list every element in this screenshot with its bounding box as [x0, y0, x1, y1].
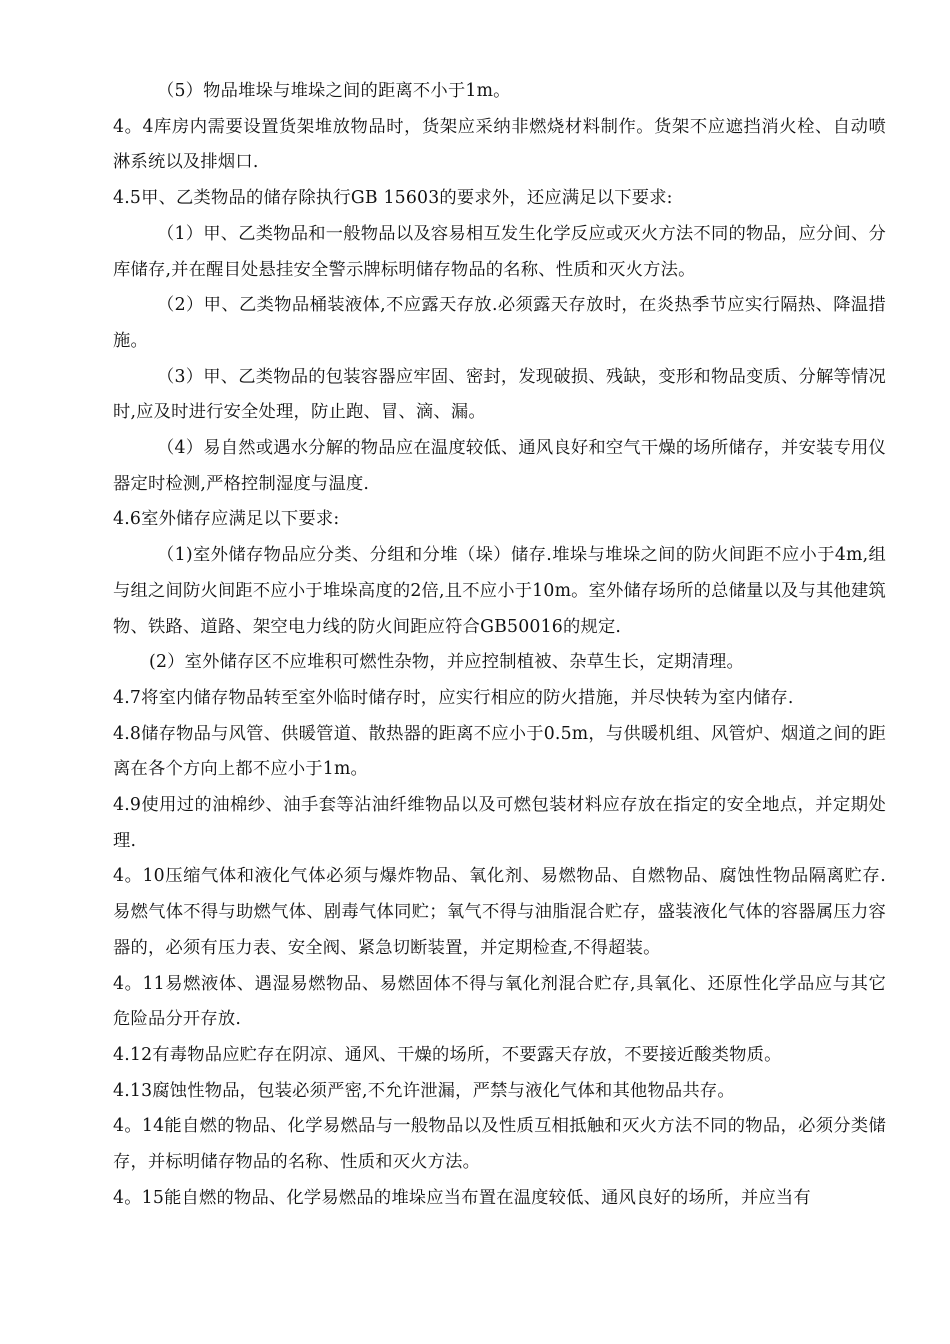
paragraph-4-9: 4.9使用过的油棉纱、油手套等沾油纤维物品以及可燃包装材料应存放在指定的安全地点，并定期处理.: [113, 795, 886, 851]
paragraph-4-11: 4。11易燃液体、遇湿易燃物品、易燃固体不得与氧化剂混合贮存,具氧化、还原性化学品应与其它危险品分开存放.: [113, 973, 886, 1030]
paragraph-4-15: 4。15能自燃的物品、化学易燃品的堆垛应当布置在温度较低、通风良好的场所，并应当有: [113, 1187, 811, 1208]
paragraph-4-8: 4.8储存物品与风管、供暖管道、散热器的距离不应小于0.5m，与供暖机组、风管炉、烟道之间的距离在各个方向上都不应小于1m。: [113, 723, 886, 780]
paragraph-4-6: 4.6室外储存应满足以下要求:: [113, 509, 340, 530]
paragraph-4-12: 4.12有毒物品应贮存在阴凉、通风、干燥的场所，不要露天存放，不要接近酸类物质。: [113, 1044, 782, 1065]
paragraph-4-5-item-3: （3）甲、乙类物品的包装容器应牢固、密封，发现破损、残缺，变形和物品变质、分解等情况时,应及时进行安全处理，防止跑、冒、滴、漏。: [113, 366, 886, 423]
paragraph-4-5-item-1: （1）甲、乙类物品和一般物品以及容易相互发生化学反应或灭火方法不同的物品，应分间、分库储存,并在醒目处悬挂安全警示牌标明储存物品的名称、性质和灭火方法。: [113, 223, 886, 280]
paragraph-4-13: 4.13腐蚀性物品，包装必须严密,不允许泄漏，严禁与液化气体和其他物品共存。: [113, 1080, 735, 1101]
paragraph-4-7: 4.7将室内储存物品转至室外临时储存时，应实行相应的防火措施，并尽快转为室内储存.: [113, 687, 794, 708]
paragraph-5-item-5: （5）物品堆垛与堆垛之间的距离不小于1m。: [157, 81, 511, 101]
paragraph-4-6-item-2: (2）室外储存区不应堆积可燃性杂物，并应控制植被、杂草生长，定期清理。: [149, 652, 745, 673]
paragraph-4-5-item-4: （4）易自然或遇水分解的物品应在温度较低、通风良好和空气干燥的场所储存，并安装专用仪器定时检测,严格控制湿度与温度.: [113, 438, 886, 494]
paragraph-4-5: 4.5甲、乙类物品的储存除执行GB 15603的要求外，还应满足以下要求:: [113, 188, 673, 209]
paragraph-4-6-item-1: （1)室外储存物品应分类、分组和分堆（垛）储存.堆垛与堆垛之间的防火间距不应小于4m,组与组之间防火间距不应小于堆垛高度的2倍,且不应小于10m。室外储存场所的总储量以及与其他建筑物、铁路、道路、架空电力线的防火间距应符合GB50016的规定.: [113, 545, 886, 637]
paragraph-4-14: 4。14能自燃的物品、化学易燃品与一般物品以及性质互相抵触和灭火方法不同的物品，必须分类储存，并标明储存物品的名称、性质和灭火方法。: [113, 1116, 886, 1173]
paragraph-4-5-item-2: （2）甲、乙类物品桶装液体,不应露天存放.必须露天存放时，在炎热季节应实行隔热、降温措施。: [113, 295, 886, 351]
paragraph-4-4: 4。4库房内需要设置货架堆放物品时，货架应采纳非燃烧材料制作。货架不应遮挡消火栓、自动喷淋系统以及排烟口.: [113, 116, 886, 173]
paragraph-4-10: 4。10压缩气体和液化气体必须与爆炸物品、氧化剂、易燃物品、自燃物品、腐蚀性物品隔离贮存.易燃气体不得与助燃气体、剧毒气体同贮；氧气不得与油脂混合贮存，盛装液化气体的容器属压力容器的，必须有压力表、安全阀、紧急切断装置，并定期检查,不得超装。: [113, 866, 886, 958]
